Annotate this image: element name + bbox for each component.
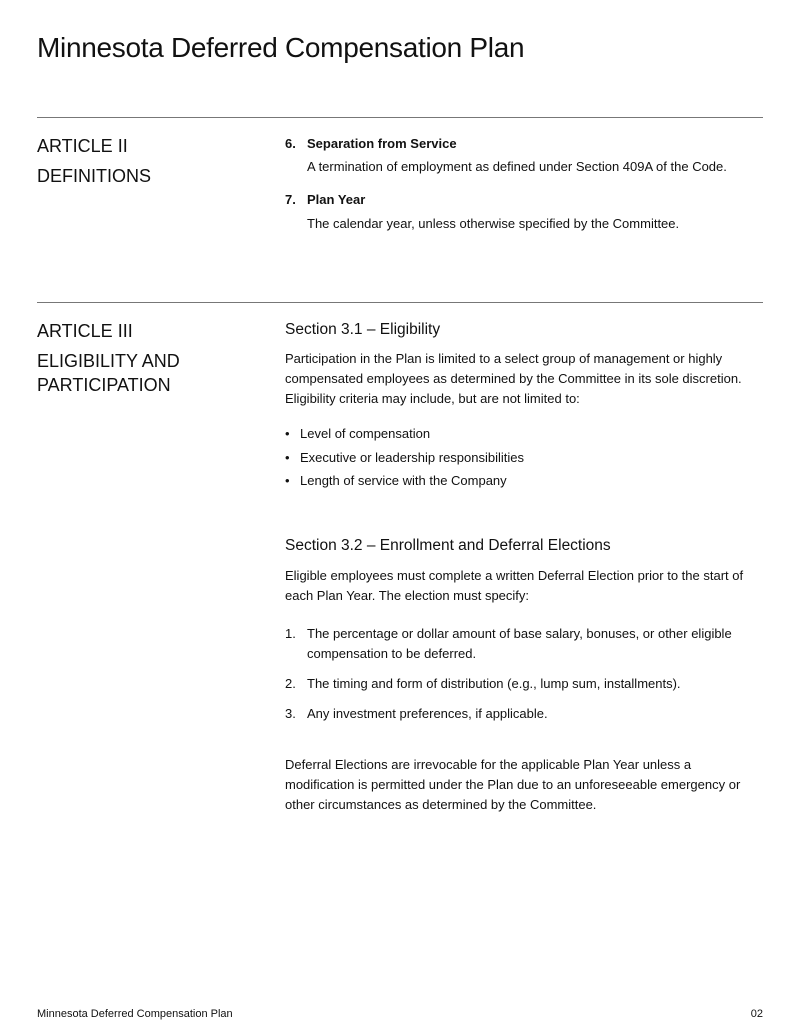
bullet-item: Executive or leadership responsibilities <box>300 449 525 465</box>
item-number: 2. <box>285 676 296 691</box>
section-title: Section 3.2 – Enrollment and Deferral Elections <box>285 537 611 554</box>
item-text: Any investment preferences, if applicable. <box>307 706 548 721</box>
divider <box>37 302 763 303</box>
definition-number: 6. <box>285 136 296 151</box>
definition-term: Plan Year <box>307 192 366 207</box>
section-paragraph: Participation in the Plan is limited to a select group of management or highly compensated employees as determined by the Committee in its sole discretion. Eligibility criteria may include, but are not limited to: <box>285 351 742 406</box>
divider <box>37 117 763 118</box>
definition-text: The calendar year, unless otherwise specified by the Committee. <box>307 216 680 231</box>
section-paragraph: Eligible employees must complete a written Deferral Election prior to the start of each Plan Year. The election must specify: <box>285 568 744 603</box>
article-label: ARTICLE III <box>37 321 133 341</box>
definition-text: A termination of employment as defined under Section 409A of the Code. <box>307 159 727 174</box>
page-number: 02 <box>750 1008 763 1020</box>
bullet-list <box>285 424 765 495</box>
definition-item <box>285 190 765 234</box>
numbered-item <box>285 674 765 694</box>
bullet-icon: • <box>285 426 290 441</box>
closing-paragraph: Deferral Elections are irrevocable for the applicable Plan Year unless a modification is permitted under the Plan due to an unforeseeable emergency or other circumstances as determined by the Committee. <box>285 757 741 812</box>
section-title: Section 3.1 – Eligibility <box>285 321 441 338</box>
item-number: 3. <box>285 706 296 721</box>
numbered-item <box>285 704 765 724</box>
definition-number: 7. <box>285 192 296 207</box>
article-heading-line2: PARTICIPATION <box>37 375 171 395</box>
bullet-item: Length of service with the Company <box>300 473 507 488</box>
article-heading-line1: ELIGIBILITY AND <box>37 351 180 371</box>
item-number: 1. <box>285 626 296 641</box>
numbered-item <box>285 624 755 664</box>
item-text: The percentage or dollar amount of base salary, bonuses, or other eligible compensation to be deferred. <box>307 626 732 661</box>
article-heading: DEFINITIONS <box>37 166 152 186</box>
item-text: The timing and form of distribution (e.g., lump sum, installments). <box>307 676 681 691</box>
bullet-item: Level of compensation <box>300 426 431 441</box>
footer-title: Minnesota Deferred Compensation Plan <box>37 1008 233 1020</box>
article-label: ARTICLE II <box>37 136 128 156</box>
definition-item <box>285 134 765 177</box>
page-title: Minnesota Deferred Compensation Plan <box>37 32 525 63</box>
bullet-icon: • <box>285 449 290 465</box>
definition-term: Separation from Service <box>307 136 457 151</box>
bullet-icon: • <box>285 473 290 488</box>
